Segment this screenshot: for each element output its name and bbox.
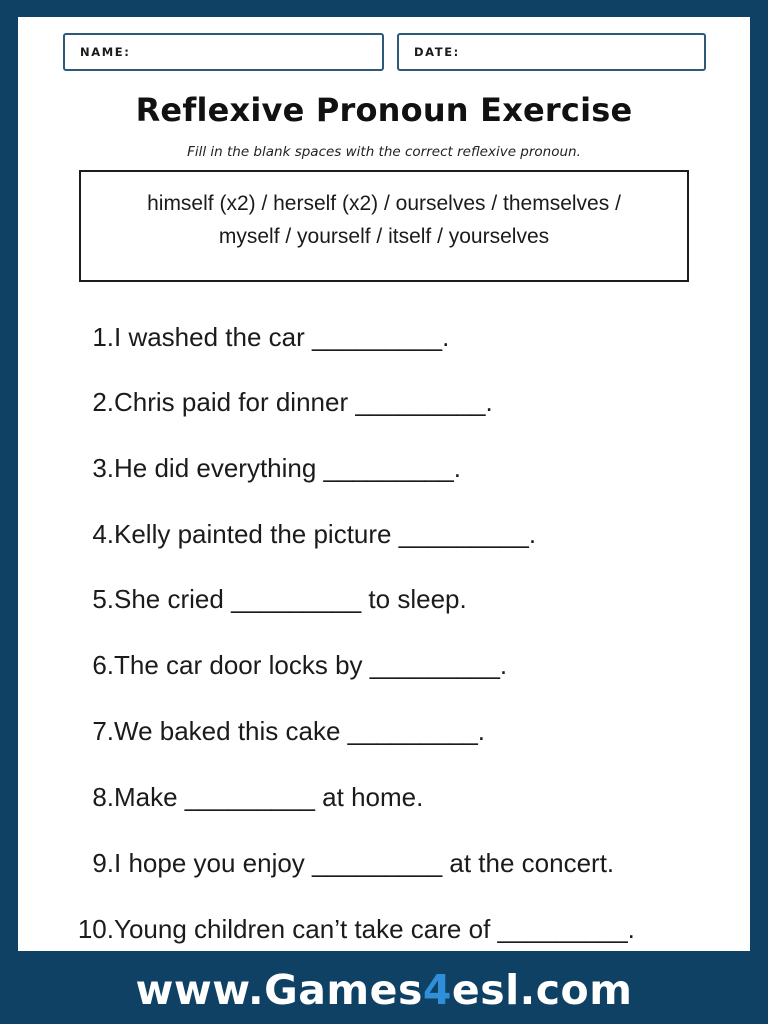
question-item <box>18 382 750 422</box>
worksheet-page <box>18 17 750 951</box>
question-item <box>18 579 750 619</box>
date-field[interactable] <box>397 33 706 71</box>
question-item <box>18 448 750 488</box>
page-title: Reflexive Pronoun Exercise <box>135 91 633 129</box>
question-item <box>18 514 750 554</box>
question-text: Kelly painted the picture _________. <box>114 519 537 549</box>
question-text: I hope you enjoy _________ at the concert. <box>114 848 615 878</box>
question-item <box>18 843 750 883</box>
instructions: Fill in the blank spaces with the correct reflexive pronoun. <box>187 144 581 160</box>
footer-accent: 4 <box>422 966 452 1014</box>
name-field[interactable] <box>63 33 384 71</box>
question-item <box>18 645 750 685</box>
question-number: 9. <box>92 848 114 878</box>
word-bank-box <box>79 170 689 282</box>
question-text: We baked this cake _________. <box>114 716 486 746</box>
question-text: I washed the car _________. <box>114 322 450 352</box>
question-number: 5. <box>92 584 114 614</box>
question-number: 2. <box>92 387 114 417</box>
site-url-footer[interactable] <box>0 960 768 1020</box>
footer-prefix: www.Games <box>135 966 423 1014</box>
question-text: Young children can’t take care of _________. <box>114 914 635 944</box>
question-text: The car door locks by _________. <box>114 650 508 680</box>
question-item <box>18 909 750 949</box>
footer-suffix: esl.com <box>451 966 633 1014</box>
name-label: NAME: <box>80 45 131 59</box>
question-item <box>18 317 750 357</box>
question-number: 8. <box>92 782 114 812</box>
word-bank-line-2: myself / yourself / itself / yourselves <box>218 225 550 248</box>
question-text: Make _________ at home. <box>114 782 424 812</box>
question-number: 7. <box>92 716 114 746</box>
word-bank-line-1: himself (x2) / herself (x2) / ourselves / themselves / <box>147 192 621 215</box>
question-number: 1. <box>92 322 114 352</box>
question-number: 10. <box>77 914 114 944</box>
word-bank-text <box>147 187 621 253</box>
question-text: She cried _________ to sleep. <box>114 584 467 614</box>
question-item <box>18 711 750 751</box>
question-number: 6. <box>92 650 114 680</box>
question-number: 3. <box>92 453 114 483</box>
question-text: Chris paid for dinner _________. <box>114 387 493 417</box>
date-label: DATE: <box>414 45 460 59</box>
question-item <box>18 777 750 817</box>
question-text: He did everything _________. <box>114 453 461 483</box>
question-number: 4. <box>92 519 114 549</box>
